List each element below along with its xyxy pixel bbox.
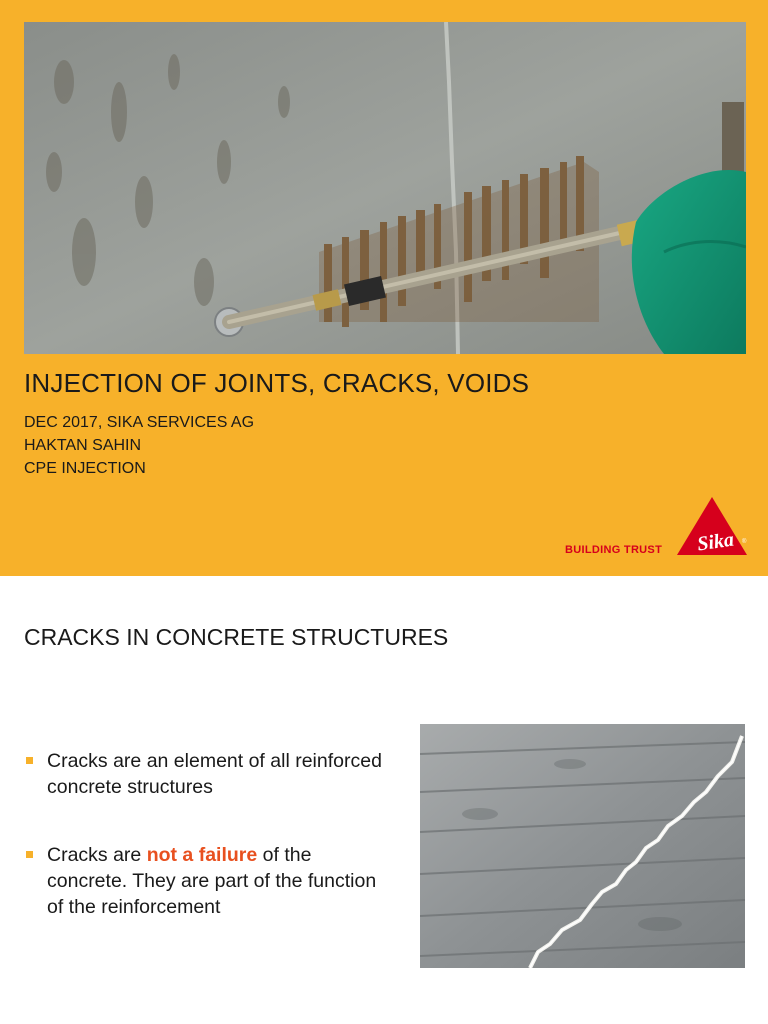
content-slide-title: CRACKS IN CONCRETE STRUCTURES <box>24 624 449 650</box>
brand-tagline: BUILDING TRUST <box>565 544 663 556</box>
concrete-wall-injection-photo-icon <box>24 22 746 354</box>
highlight-text: not a failure <box>146 844 258 866</box>
slide-title: INJECTION OF JOINTS, CRACKS, VOIDS <box>24 368 530 398</box>
bullet-text: Cracks are not a failure of the concrete. They are part of the function of the reinforcement <box>47 844 377 918</box>
subtitle-line-department: CPE INJECTION <box>24 460 146 477</box>
logo-registered-mark: ® <box>742 539 747 545</box>
logo-text: Sika <box>695 528 736 556</box>
subtitle-line-author: HAKTAN SAHIN <box>24 437 142 454</box>
cracked-concrete-photo-icon <box>420 724 745 968</box>
bullet-item <box>26 748 396 800</box>
content-slide <box>0 576 768 1024</box>
bullet-square-icon <box>26 757 33 764</box>
subtitle-line-date: DEC 2017, SIKA SERVICES AG <box>24 414 255 431</box>
bullet-item <box>26 842 396 920</box>
bullet-square-icon <box>26 851 33 858</box>
bullet-text: Cracks are an element of all reinforced concrete structures <box>47 750 382 798</box>
sika-logo-icon <box>676 495 748 557</box>
